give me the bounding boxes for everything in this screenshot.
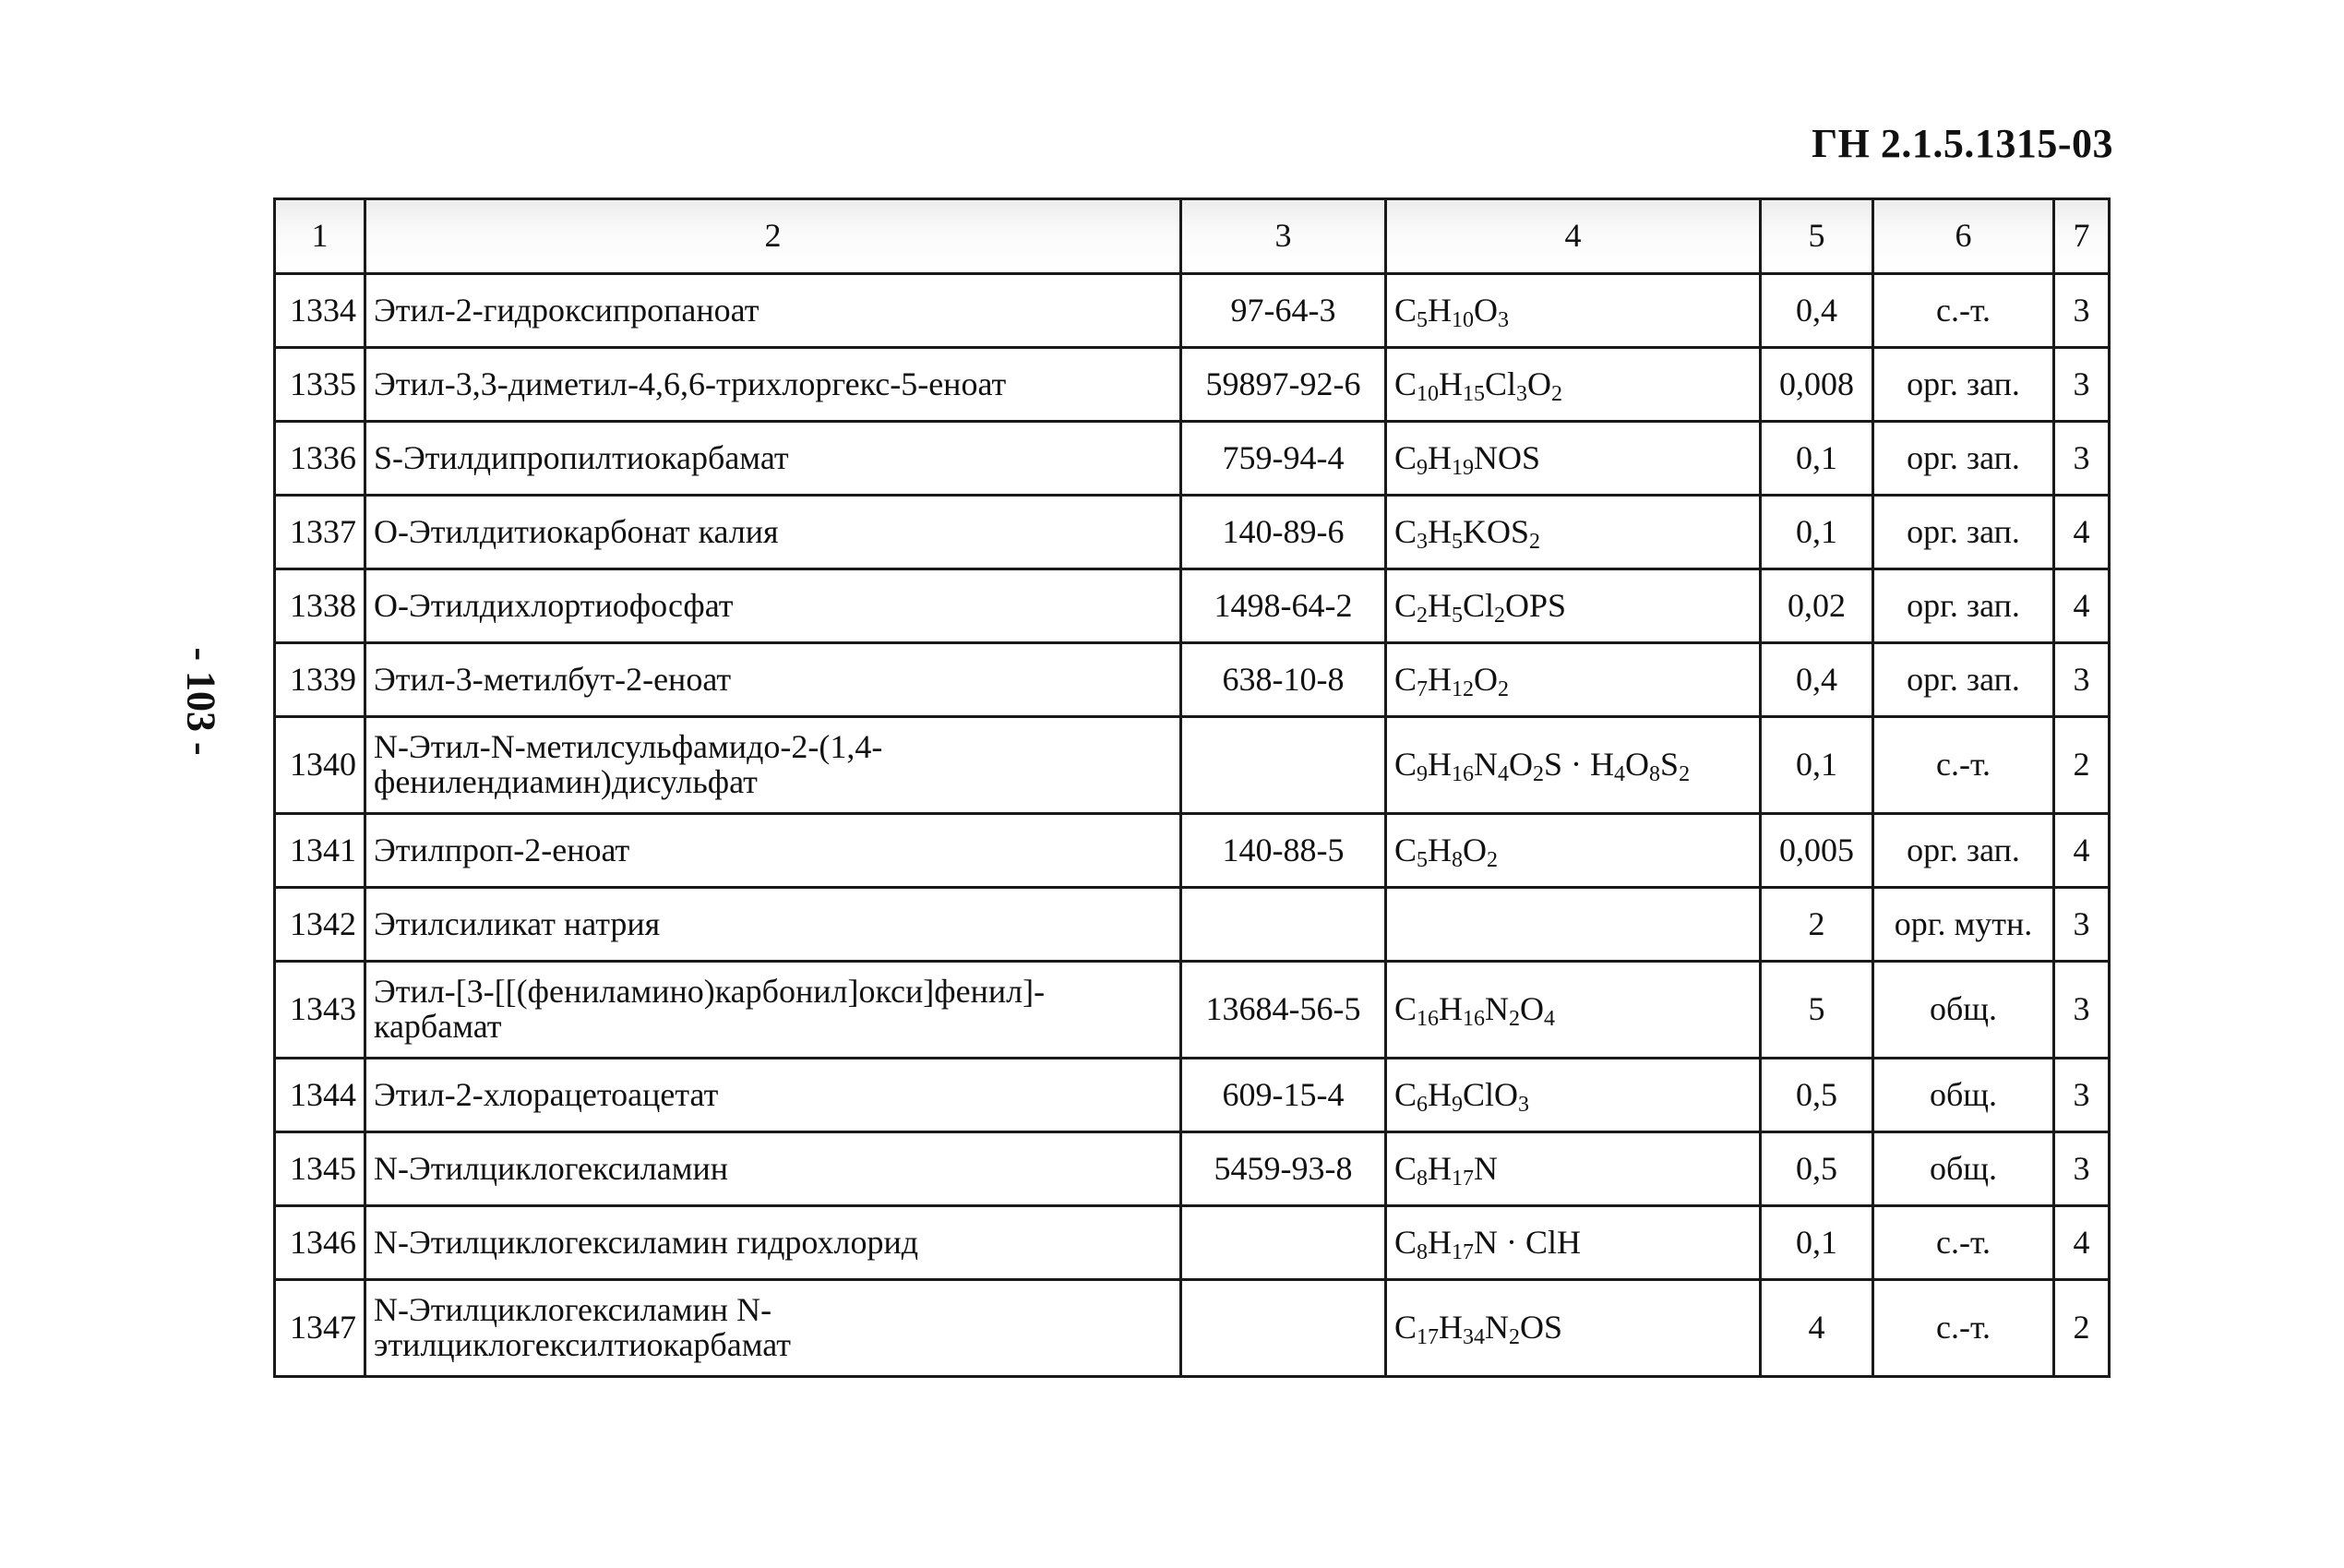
formula-subscript: 5 xyxy=(1417,307,1429,332)
table-row xyxy=(275,888,2110,962)
row-number: 1346 xyxy=(275,1206,365,1280)
table-row xyxy=(275,422,2110,496)
hazard-sign: с.-т. xyxy=(1873,1206,2054,1280)
chemical-formula: $C_3H_5KOS_2$ xyxy=(1386,496,1761,569)
concentration-value: 4 xyxy=(1761,1280,1873,1377)
hazard-sign: орг. зап. xyxy=(1873,814,2054,888)
row-number: 1338 xyxy=(275,569,365,643)
formula-subscript: 17 xyxy=(1417,1325,1440,1350)
formula-subscript: 2 xyxy=(1551,381,1563,406)
chemical-formula: $C_5H_{10}O_3$ xyxy=(1386,274,1761,348)
concentration-value: 0,005 xyxy=(1761,814,1873,888)
hazard-sign: общ. xyxy=(1873,1132,2054,1206)
column-header: 1 xyxy=(275,199,365,274)
formula-subscript: 16 xyxy=(1452,762,1475,787)
column-header: 4 xyxy=(1386,199,1761,274)
column-header: 3 xyxy=(1181,199,1386,274)
row-number: 1344 xyxy=(275,1059,365,1132)
table-header-row xyxy=(275,199,2110,274)
formula-subscript: 5 xyxy=(1417,847,1429,872)
substance-name: Этил-3,3-диметил-4,6,6-трихлоргекс-5-еноат xyxy=(365,348,1181,422)
row-number: 1334 xyxy=(275,274,365,348)
formula-subscript: 2 xyxy=(1679,762,1691,787)
cas-number xyxy=(1181,1206,1386,1280)
formula-subscript: 5 xyxy=(1452,603,1464,628)
formula-subscript: 10 xyxy=(1417,381,1440,406)
chemical-formula: $C_{10}H_{15}Cl_3O_2$ xyxy=(1386,348,1761,422)
chemical-formula: $C_2H_5Cl_2OPS$ xyxy=(1386,569,1761,643)
cas-number: 1498-64-2 xyxy=(1181,569,1386,643)
cas-number: 759-94-4 xyxy=(1181,422,1386,496)
formula-subscript: 2 xyxy=(1487,847,1499,872)
substance-name: S-Этилдипропилтиокарбамат xyxy=(365,422,1181,496)
concentration-value: 0,1 xyxy=(1761,496,1873,569)
cas-number: 97-64-3 xyxy=(1181,274,1386,348)
formula-subscript: 8 xyxy=(1417,1166,1429,1191)
cas-number xyxy=(1181,1280,1386,1377)
hazard-class: 4 xyxy=(2054,496,2110,569)
formula-subscript: 4 xyxy=(1614,762,1626,787)
table-row xyxy=(275,348,2110,422)
substance-name: Этил-[3-[[(фениламино)карбонил]окси]фенил]-карбамат xyxy=(365,962,1181,1059)
cas-number: 59897-92-6 xyxy=(1181,348,1386,422)
formula-subscript: 5 xyxy=(1452,529,1464,554)
column-header: 7 xyxy=(2054,199,2110,274)
concentration-value: 0,1 xyxy=(1761,422,1873,496)
formula-subscript: 9 xyxy=(1417,762,1429,787)
substance-name: О-Этилдитиокарбонат калия xyxy=(365,496,1181,569)
formula-subscript: 9 xyxy=(1452,1092,1464,1117)
concentration-value: 5 xyxy=(1761,962,1873,1059)
hazard-sign: орг. мутн. xyxy=(1873,888,2054,962)
formula-subscript: 17 xyxy=(1452,1166,1475,1191)
hazard-class: 2 xyxy=(2054,717,2110,814)
formula-subscript: 8 xyxy=(1649,762,1661,787)
hazard-class: 3 xyxy=(2054,888,2110,962)
chemical-formula: $C_8H_{17}N$ xyxy=(1386,1132,1761,1206)
hazard-sign: орг. зап. xyxy=(1873,569,2054,643)
cas-number: 609-15-4 xyxy=(1181,1059,1386,1132)
formula-subscript: 3 xyxy=(1498,307,1510,332)
formula-subscript: 16 xyxy=(1417,1007,1440,1032)
table-row xyxy=(275,274,2110,348)
hazard-class: 2 xyxy=(2054,1280,2110,1377)
chemical-formula: $C_7H_{12}O_2$ xyxy=(1386,643,1761,717)
table-row xyxy=(275,1132,2110,1206)
hazard-class: 3 xyxy=(2054,1132,2110,1206)
concentration-value: 0,1 xyxy=(1761,717,1873,814)
substances-table xyxy=(273,197,2111,1378)
hazard-class: 3 xyxy=(2054,643,2110,717)
column-header: 6 xyxy=(1873,199,2054,274)
row-number: 1336 xyxy=(275,422,365,496)
table-row xyxy=(275,1206,2110,1280)
formula-subscript: 19 xyxy=(1452,455,1475,480)
row-number: 1345 xyxy=(275,1132,365,1206)
concentration-value: 0,008 xyxy=(1761,348,1873,422)
hazard-class: 4 xyxy=(2054,814,2110,888)
concentration-value: 0,5 xyxy=(1761,1059,1873,1132)
chemical-formula: $C_9H_{19}NOS$ xyxy=(1386,422,1761,496)
hazard-sign: с.-т. xyxy=(1873,717,2054,814)
formula-subscript: 2 xyxy=(1494,603,1506,628)
formula-subscript: 2 xyxy=(1417,603,1429,628)
row-number: 1340 xyxy=(275,717,365,814)
formula-subscript: 9 xyxy=(1417,455,1429,480)
formula-subscript: 10 xyxy=(1452,307,1475,332)
formula-subscript: 7 xyxy=(1417,676,1429,701)
formula-subscript: 2 xyxy=(1509,1325,1521,1350)
cas-number: 5459-93-8 xyxy=(1181,1132,1386,1206)
substance-name: Этилсиликат натрия xyxy=(365,888,1181,962)
row-number: 1335 xyxy=(275,348,365,422)
cas-number xyxy=(1181,888,1386,962)
table-row xyxy=(275,1280,2110,1377)
substance-name: Этил-2-гидроксипропаноат xyxy=(365,274,1181,348)
chemical-formula: $C_9H_{16}N_4O_2S \cdot H_4O_8S_2$ xyxy=(1386,717,1761,814)
row-number: 1342 xyxy=(275,888,365,962)
substance-name: Этилпроп-2-еноат xyxy=(365,814,1181,888)
formula-subscript: 12 xyxy=(1452,676,1475,701)
concentration-value: 0,1 xyxy=(1761,1206,1873,1280)
concentration-value: 0,4 xyxy=(1761,643,1873,717)
concentration-value: 2 xyxy=(1761,888,1873,962)
chemical-formula: $C_5H_8O_2$ xyxy=(1386,814,1761,888)
formula-subscript: 4 xyxy=(1544,1007,1556,1032)
row-number: 1337 xyxy=(275,496,365,569)
hazard-sign: орг. зап. xyxy=(1873,496,2054,569)
cas-number xyxy=(1181,717,1386,814)
formula-subscript: 2 xyxy=(1509,1007,1521,1032)
hazard-class: 4 xyxy=(2054,1206,2110,1280)
formula-subscript: 6 xyxy=(1417,1092,1429,1117)
column-header: 2 xyxy=(365,199,1181,274)
table-row xyxy=(275,1059,2110,1132)
hazard-class: 3 xyxy=(2054,348,2110,422)
formula-subscript: 8 xyxy=(1417,1239,1429,1264)
substance-name: N-Этилциклогексиламин xyxy=(365,1132,1181,1206)
hazard-sign: общ. xyxy=(1873,1059,2054,1132)
chemical-formula: $C_{17}H_{34}N_2OS$ xyxy=(1386,1280,1761,1377)
formula-subscript: 34 xyxy=(1463,1325,1486,1350)
formula-subscript: 3 xyxy=(1518,1092,1530,1117)
table-row xyxy=(275,962,2110,1059)
formula-subscript: 2 xyxy=(1529,529,1541,554)
row-number: 1341 xyxy=(275,814,365,888)
hazard-class: 3 xyxy=(2054,962,2110,1059)
chemical-formula xyxy=(1386,888,1761,962)
chemical-formula: $C_{16}H_{16}N_2O_4$ xyxy=(1386,962,1761,1059)
substance-name: N-Этил-N-метилсульфамидо-2-(1,4-фенилендиамин)дисульфат xyxy=(365,717,1181,814)
table-row xyxy=(275,643,2110,717)
substance-name: Этил-3-метилбут-2-еноат xyxy=(365,643,1181,717)
hazard-sign: орг. зап. xyxy=(1873,422,2054,496)
substance-name: N-Этилциклогексиламин N-этилциклогексилтиокарбамат xyxy=(365,1280,1181,1377)
page-number: - 103 - xyxy=(178,647,224,756)
chemical-formula: $C_6H_9ClO_3$ xyxy=(1386,1059,1761,1132)
hazard-sign: орг. зап. xyxy=(1873,643,2054,717)
formula-subscript: 3 xyxy=(1516,381,1528,406)
table-row xyxy=(275,569,2110,643)
hazard-class: 3 xyxy=(2054,274,2110,348)
column-header: 5 xyxy=(1761,199,1873,274)
cas-number: 140-88-5 xyxy=(1181,814,1386,888)
formula-subscript: 16 xyxy=(1463,1007,1486,1032)
cas-number: 638-10-8 xyxy=(1181,643,1386,717)
row-number: 1339 xyxy=(275,643,365,717)
table-row xyxy=(275,496,2110,569)
chemical-formula: $C_8H_{17}N$ · ClH xyxy=(1386,1206,1761,1280)
hazard-class: 4 xyxy=(2054,569,2110,643)
substance-name: О-Этилдихлортиофосфат xyxy=(365,569,1181,643)
concentration-value: 0,02 xyxy=(1761,569,1873,643)
document-code: ГН 2.1.5.1315-03 xyxy=(1812,121,2113,166)
hazard-class: 3 xyxy=(2054,1059,2110,1132)
formula-subscript: 2 xyxy=(1533,762,1545,787)
hazard-class: 3 xyxy=(2054,422,2110,496)
cas-number: 13684-56-5 xyxy=(1181,962,1386,1059)
formula-subscript: 2 xyxy=(1498,676,1510,701)
substance-name: N-Этилциклогексиламин гидрохлорид xyxy=(365,1206,1181,1280)
formula-subscript: 8 xyxy=(1452,847,1464,872)
table-row xyxy=(275,814,2110,888)
hazard-sign: с.-т. xyxy=(1873,1280,2054,1377)
formula-subscript: 3 xyxy=(1417,529,1429,554)
formula-subscript: 17 xyxy=(1452,1239,1475,1264)
substance-name: Этил-2-хлорацетоацетат xyxy=(365,1059,1181,1132)
row-number: 1347 xyxy=(275,1280,365,1377)
concentration-value: 0,4 xyxy=(1761,274,1873,348)
formula-subscript: 4 xyxy=(1498,762,1510,787)
hazard-sign: с.-т. xyxy=(1873,274,2054,348)
formula-subscript: 15 xyxy=(1463,381,1486,406)
hazard-sign: общ. xyxy=(1873,962,2054,1059)
row-number: 1343 xyxy=(275,962,365,1059)
table-row xyxy=(275,717,2110,814)
concentration-value: 0,5 xyxy=(1761,1132,1873,1206)
cas-number: 140-89-6 xyxy=(1181,496,1386,569)
hazard-sign: орг. зап. xyxy=(1873,348,2054,422)
